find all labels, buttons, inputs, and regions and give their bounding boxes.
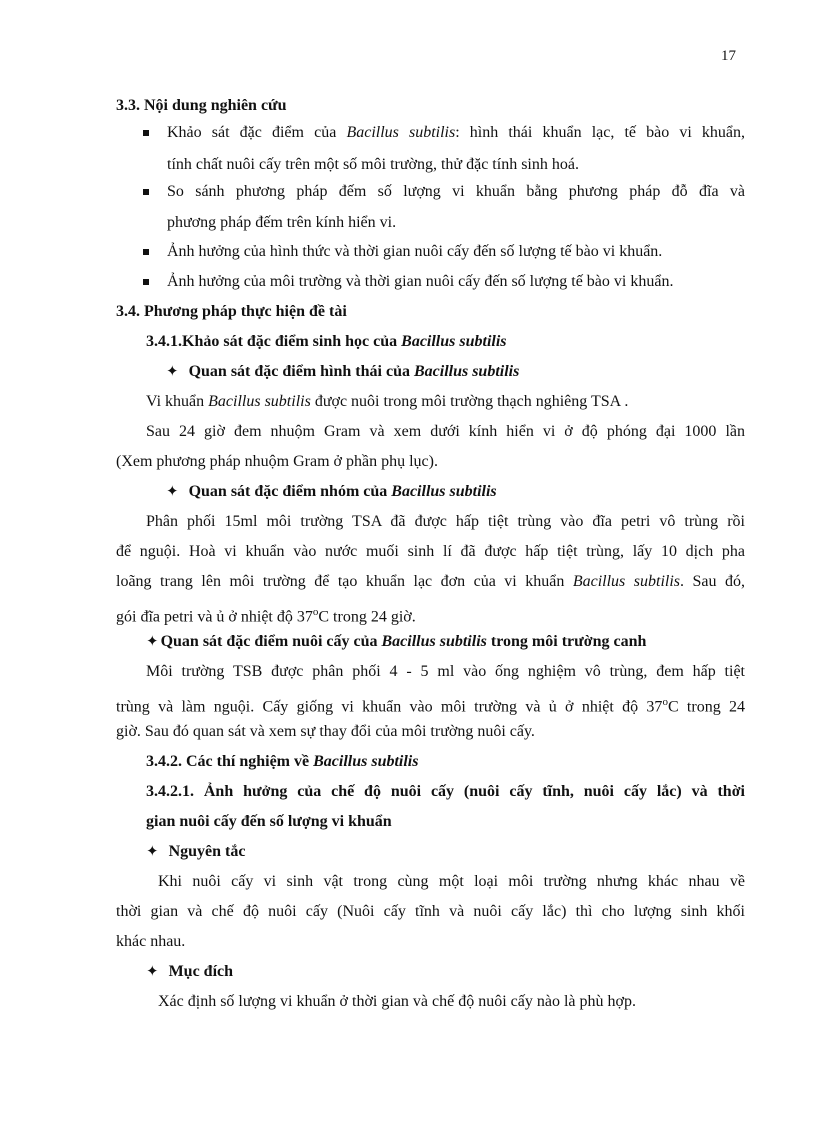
paragraph-6: Xác định số lượng vi khuẩn ở thời gian và chế độ nuôi cấy nào là phù hợp. — [158, 993, 636, 1010]
bullet-2-line-2: phương pháp đếm trên kính hiển vi. — [167, 214, 397, 231]
observation-colony-heading: ✦ Quan sát đặc điểm nhóm của Bacillus subtilis — [166, 483, 497, 500]
bullet-2-line-1: So sánh phương pháp đếm số lượng vi khuẩn bằng phương pháp đỗ đĩa và — [167, 183, 745, 200]
star-icon: ✦ — [146, 844, 159, 860]
section-3-4-2-1-heading-line-2: gian nuôi cấy đến số lượng vi khuẩn — [146, 813, 392, 830]
bullet-marker — [143, 249, 149, 255]
section-3-3-heading: 3.3. Nội dung nghiên cứu — [116, 97, 287, 114]
section-3-4-heading: 3.4. Phương pháp thực hiện đề tài — [116, 303, 347, 320]
paragraph-3-line-4: gói đĩa petri và ủ ở nhiệt độ 37$^o$C trong 24 giờ. — [116, 606, 416, 626]
section-3-4-1-heading: 3.4.1.Khảo sát đặc điểm sinh học của Bacillus subtilis — [146, 333, 507, 350]
star-icon: ✦ — [146, 964, 159, 980]
principle-heading: ✦ Nguyên tắc — [146, 843, 246, 860]
star-icon: ✦ — [166, 364, 179, 380]
paragraph-2-line-1: Sau 24 giờ đem nhuộm Gram và xem dưới kính hiển vi ở độ phóng đại 1000 lần — [146, 423, 745, 440]
paragraph-3-line-1: Phân phối 15ml môi trường TSA đã được hấp tiệt trùng vào đĩa petri vô trùng rồi — [146, 513, 745, 530]
bullet-3: Ảnh hưởng của hình thức và thời gian nuôi cấy đến số lượng tế bào vi khuẩn. — [167, 243, 663, 260]
paragraph-2-line-2: (Xem phương pháp nhuộm Gram ở phần phụ lục). — [116, 453, 438, 470]
paragraph-3-line-3: loãng trang lên môi trường để tạo khuẩn lạc đơn của vi khuẩn Bacillus subtilis. Sau đó, — [116, 573, 746, 590]
page-number: 17 — [721, 48, 736, 64]
section-3-4-2-heading: 3.4.2. Các thí nghiệm về Bacillus subtilis — [146, 753, 419, 770]
paragraph-1: Vi khuẩn Bacillus subtilis được nuôi trong môi trường thạch nghiêng TSA . — [146, 393, 629, 410]
bullet-marker — [143, 130, 149, 136]
bullet-1-line-1: Khảo sát đặc điểm của Bacillus subtilis: hình thái khuẩn lạc, tế bào vi khuẩn, — [167, 124, 746, 141]
bullet-4: Ảnh hưởng của môi trường và thời gian nuôi cấy đến số lượng tế bào vi khuẩn. — [167, 273, 674, 290]
purpose-heading: ✦ Mục đích — [146, 963, 234, 980]
star-icon: ✦ — [166, 484, 179, 500]
star-icon: ✦ — [146, 634, 159, 650]
section-3-4-2-1-heading-line-1: 3.4.2.1. Ảnh hưởng của chế độ nuôi cấy (nuôi cấy tĩnh, nuôi cấy lắc) và thời — [146, 783, 745, 800]
paragraph-4-line-1: Môi trường TSB được phân phối 4 - 5 ml vào ống nghiệm vô trùng, đem hấp tiệt — [146, 663, 745, 680]
paragraph-3-line-2: để nguội. Hoà vi khuẩn vào nước muối sinh lí đã được hấp tiệt trùng, lấy 10 dịch pha — [116, 543, 745, 560]
observation-culture-heading: ✦ Quan sát đặc điểm nuôi cấy của Bacillus subtilis trong môi trường canh — [146, 633, 647, 650]
paragraph-4-line-3: giờ. Sau đó quan sát và xem sự thay đổi của môi trường nuôi cấy. — [116, 723, 535, 740]
bullet-marker — [143, 189, 149, 195]
paragraph-5-line-2: thời gian và chế độ nuôi cấy (Nuôi cấy tĩnh và nuôi cấy lắc) thì cho lượng sinh khối — [116, 903, 745, 920]
observation-morphology-heading: ✦ Quan sát đặc điểm hình thái của Bacillus subtilis — [166, 363, 520, 380]
paragraph-5-line-3: khác nhau. — [116, 933, 186, 950]
paragraph-5-line-1: Khi nuôi cấy vi sinh vật trong cùng một loại môi trường nhưng khác nhau về — [158, 873, 745, 890]
bullet-1-line-2: tính chất nuôi cấy trên một số môi trường, thử đặc tính sinh hoá. — [167, 156, 579, 173]
paragraph-4-line-2: trùng và làm nguội. Cấy giống vi khuẩn vào môi trường và ủ ở nhiệt độ 37$^o$C trong 24 — [116, 696, 745, 716]
bullet-marker — [143, 279, 149, 285]
